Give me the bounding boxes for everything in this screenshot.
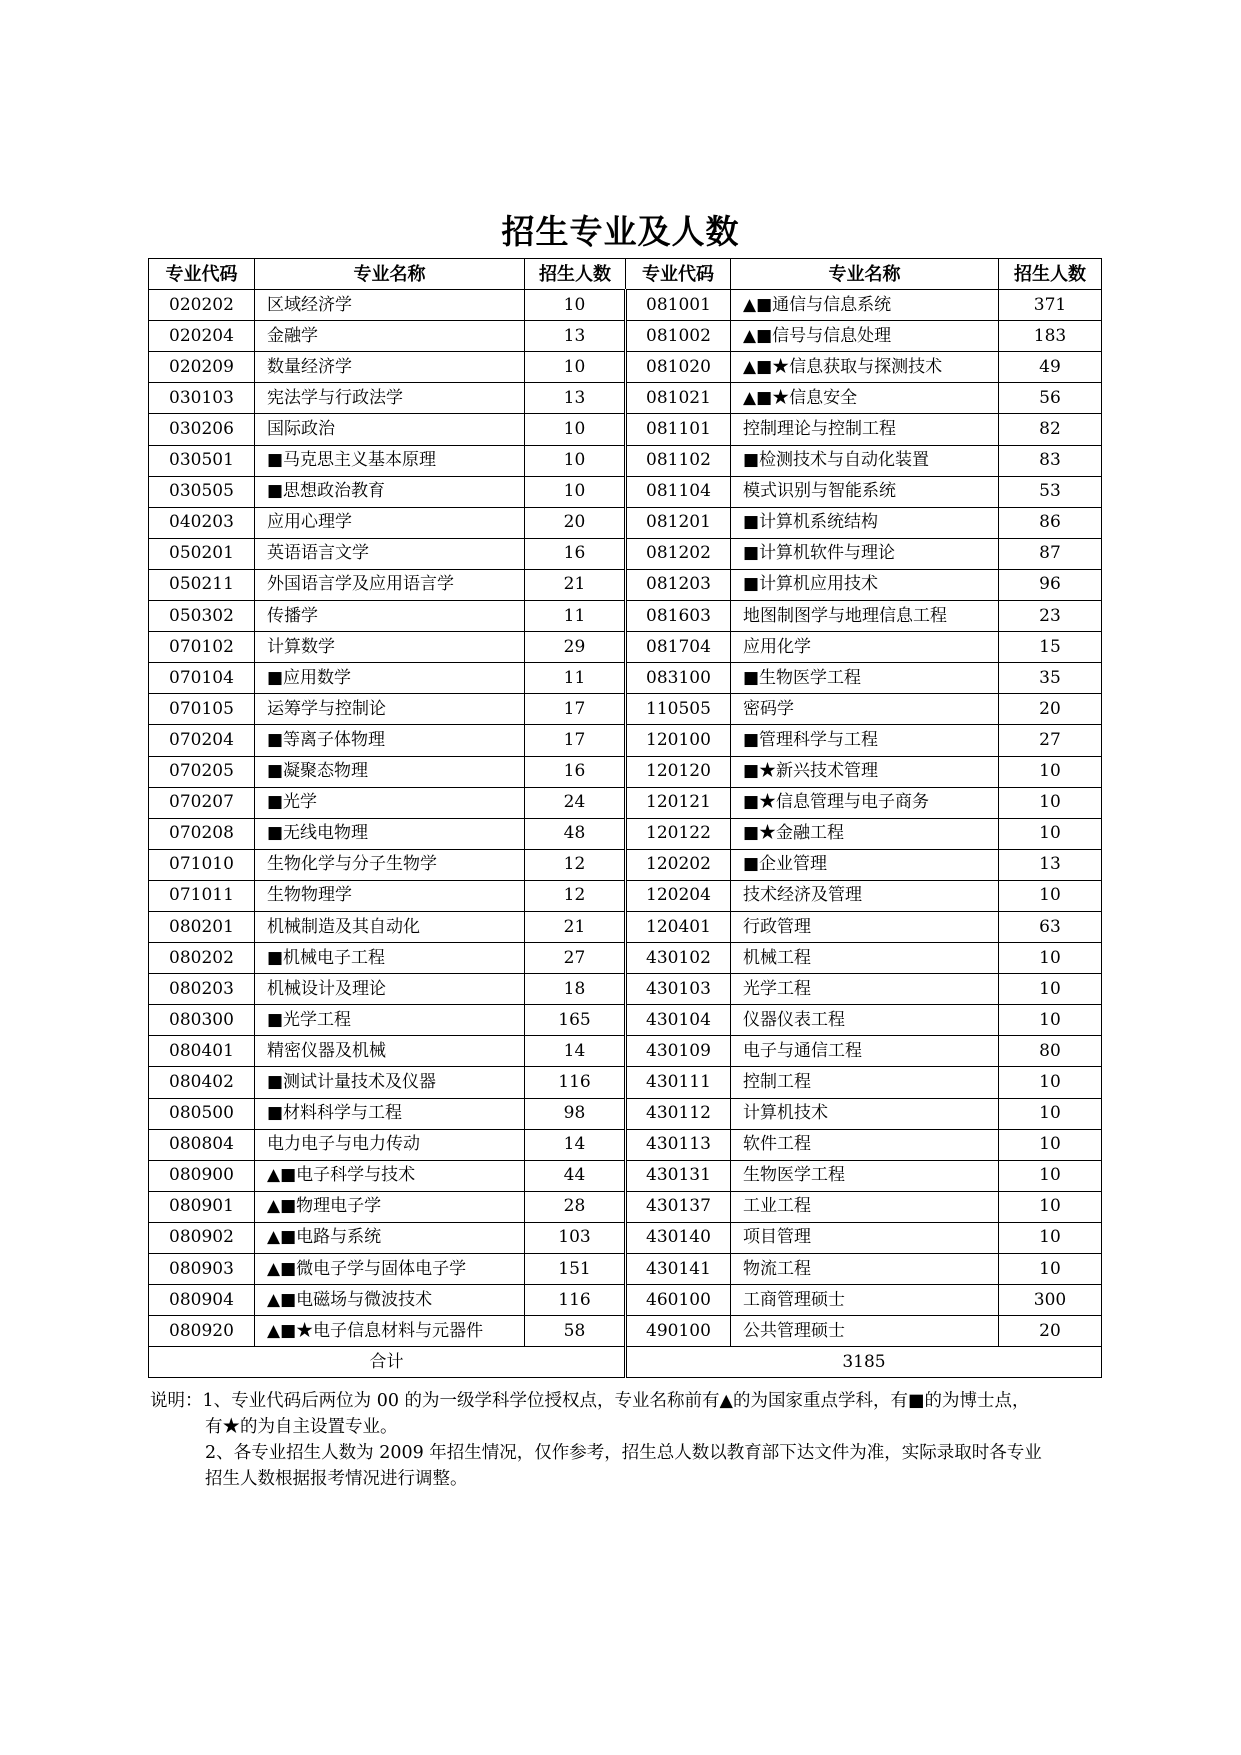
- count-right: 96: [999, 569, 1102, 600]
- count-left: 10: [525, 476, 626, 507]
- count-right: 10: [999, 1098, 1102, 1129]
- name-left: 运筹学与控制论: [255, 694, 525, 725]
- code-left: 080300: [149, 1005, 255, 1036]
- count-left: 11: [525, 663, 626, 694]
- table-row: [149, 943, 1102, 974]
- count-right: 10: [999, 1005, 1102, 1036]
- table-row: [149, 1254, 1102, 1285]
- code-right: 430111: [626, 1067, 731, 1098]
- header-count-right: 招生人数: [999, 259, 1102, 290]
- count-left: 165: [525, 1005, 626, 1036]
- code-right: 081020: [626, 352, 731, 383]
- count-left: 16: [525, 538, 626, 569]
- name-right: 机械工程: [731, 943, 999, 974]
- name-left: ■材料科学与工程: [255, 1098, 525, 1129]
- count-right: 53: [999, 476, 1102, 507]
- name-left: 生物化学与分子生物学: [255, 849, 525, 880]
- count-left: 12: [525, 849, 626, 880]
- count-right: 10: [999, 974, 1102, 1005]
- name-right: 生物医学工程: [731, 1160, 999, 1191]
- name-left: 机械制造及其自动化: [255, 911, 525, 942]
- table-row: [149, 632, 1102, 663]
- table-row: [149, 663, 1102, 694]
- code-left: 030501: [149, 445, 255, 476]
- count-right: 49: [999, 352, 1102, 383]
- table-row: [149, 1191, 1102, 1222]
- name-right: 软件工程: [731, 1129, 999, 1160]
- count-left: 10: [525, 445, 626, 476]
- name-left: 宪法学与行政法学: [255, 383, 525, 414]
- name-left: ▲■电路与系统: [255, 1222, 525, 1253]
- count-right: 10: [999, 1222, 1102, 1253]
- count-right: 63: [999, 911, 1102, 942]
- header-name-right: 专业名称: [731, 259, 999, 290]
- code-right: 081201: [626, 507, 731, 538]
- code-left: 050302: [149, 601, 255, 632]
- enrollment-table: [148, 258, 1102, 1378]
- count-left: 98: [525, 1098, 626, 1129]
- table-row: [149, 383, 1102, 414]
- code-right: 120122: [626, 818, 731, 849]
- count-right: 10: [999, 1254, 1102, 1285]
- code-right: 430102: [626, 943, 731, 974]
- code-left: 080902: [149, 1222, 255, 1253]
- header-count-left: 招生人数: [525, 259, 626, 290]
- code-right: 120202: [626, 849, 731, 880]
- code-left: 050211: [149, 569, 255, 600]
- code-right: 460100: [626, 1285, 731, 1316]
- name-left: ▲■微电子学与固体电子学: [255, 1254, 525, 1285]
- code-right: 430131: [626, 1160, 731, 1191]
- table-row: [149, 880, 1102, 911]
- code-left: 020204: [149, 321, 255, 352]
- name-right: 工业工程: [731, 1191, 999, 1222]
- table-row: [149, 352, 1102, 383]
- count-right: 10: [999, 1191, 1102, 1222]
- count-left: 20: [525, 507, 626, 538]
- count-left: 12: [525, 880, 626, 911]
- code-left: 070205: [149, 756, 255, 787]
- code-left: 080201: [149, 911, 255, 942]
- table-row: [149, 290, 1102, 321]
- count-left: 14: [525, 1129, 626, 1160]
- note-line-2: 有★的为自主设置专业。: [205, 1417, 398, 1437]
- table-row: [149, 1285, 1102, 1316]
- count-left: 18: [525, 974, 626, 1005]
- count-left: 17: [525, 725, 626, 756]
- code-right: 490100: [626, 1316, 731, 1347]
- code-left: 050201: [149, 538, 255, 569]
- name-left: 机械设计及理论: [255, 974, 525, 1005]
- name-left: 生物物理学: [255, 880, 525, 911]
- name-right: ▲■★信息安全: [731, 383, 999, 414]
- count-left: 29: [525, 632, 626, 663]
- code-right: 081603: [626, 601, 731, 632]
- count-right: 300: [999, 1285, 1102, 1316]
- total-label: 合计: [149, 1347, 626, 1378]
- count-right: 10: [999, 818, 1102, 849]
- count-right: 371: [999, 290, 1102, 321]
- table-row: [149, 1036, 1102, 1067]
- name-left: 精密仪器及机械: [255, 1036, 525, 1067]
- name-left: ■应用数学: [255, 663, 525, 694]
- table-row: [149, 1129, 1102, 1160]
- code-right: 430141: [626, 1254, 731, 1285]
- header-code-right: 专业代码: [626, 259, 731, 290]
- name-right: ▲■★信息获取与探测技术: [731, 352, 999, 383]
- count-right: 20: [999, 1316, 1102, 1347]
- code-right: 081101: [626, 414, 731, 445]
- code-left: 080901: [149, 1191, 255, 1222]
- code-left: 080904: [149, 1285, 255, 1316]
- name-left: ▲■电子科学与技术: [255, 1160, 525, 1191]
- name-right: 模式识别与智能系统: [731, 476, 999, 507]
- count-left: 103: [525, 1222, 626, 1253]
- count-left: 28: [525, 1191, 626, 1222]
- count-left: 116: [525, 1285, 626, 1316]
- table-row: [149, 787, 1102, 818]
- name-left: 传播学: [255, 601, 525, 632]
- name-left: ■光学工程: [255, 1005, 525, 1036]
- code-left: 080900: [149, 1160, 255, 1191]
- table-row: [149, 321, 1102, 352]
- note-line-4: 招生人数根据报考情况进行调整。: [205, 1469, 468, 1489]
- total-value: 3185: [626, 1347, 1102, 1378]
- name-left: 数量经济学: [255, 352, 525, 383]
- header-name-left: 专业名称: [255, 259, 525, 290]
- name-right: ■计算机软件与理论: [731, 538, 999, 569]
- code-left: 020202: [149, 290, 255, 321]
- count-right: 183: [999, 321, 1102, 352]
- count-left: 10: [525, 290, 626, 321]
- code-left: 070105: [149, 694, 255, 725]
- name-right: ■企业管理: [731, 849, 999, 880]
- name-right: 计算机技术: [731, 1098, 999, 1129]
- name-left: ▲■★电子信息材料与元器件: [255, 1316, 525, 1347]
- name-left: 英语语言文学: [255, 538, 525, 569]
- count-left: 58: [525, 1316, 626, 1347]
- name-right: ■★信息管理与电子商务: [731, 787, 999, 818]
- code-left: 030206: [149, 414, 255, 445]
- count-left: 48: [525, 818, 626, 849]
- name-right: 行政管理: [731, 911, 999, 942]
- code-right: 120121: [626, 787, 731, 818]
- table-row: [149, 601, 1102, 632]
- table-row: [149, 569, 1102, 600]
- table-row: [149, 1067, 1102, 1098]
- name-left: 国际政治: [255, 414, 525, 445]
- notes: [150, 1388, 1110, 1492]
- name-right: 电子与通信工程: [731, 1036, 999, 1067]
- name-right: 地图制图学与地理信息工程: [731, 601, 999, 632]
- code-left: 070207: [149, 787, 255, 818]
- code-left: 080920: [149, 1316, 255, 1347]
- table-row: [149, 1316, 1102, 1347]
- count-right: 87: [999, 538, 1102, 569]
- code-right: 081102: [626, 445, 731, 476]
- code-right: 120204: [626, 880, 731, 911]
- code-right: 081104: [626, 476, 731, 507]
- code-left: 080402: [149, 1067, 255, 1098]
- name-right: 仪器仪表工程: [731, 1005, 999, 1036]
- count-right: 82: [999, 414, 1102, 445]
- count-left: 27: [525, 943, 626, 974]
- count-right: 10: [999, 1129, 1102, 1160]
- count-right: 10: [999, 943, 1102, 974]
- code-left: 071011: [149, 880, 255, 911]
- count-right: 86: [999, 507, 1102, 538]
- code-left: 070208: [149, 818, 255, 849]
- count-right: 83: [999, 445, 1102, 476]
- code-left: 040203: [149, 507, 255, 538]
- table-row: [149, 538, 1102, 569]
- count-left: 10: [525, 352, 626, 383]
- name-left: 电力电子与电力传动: [255, 1129, 525, 1160]
- table-row: [149, 974, 1102, 1005]
- count-right: 10: [999, 880, 1102, 911]
- table-row: [149, 1098, 1102, 1129]
- name-right: ■计算机系统结构: [731, 507, 999, 538]
- table-row: [149, 445, 1102, 476]
- code-right: 110505: [626, 694, 731, 725]
- name-left: ■机械电子工程: [255, 943, 525, 974]
- code-right: 430112: [626, 1098, 731, 1129]
- count-right: 15: [999, 632, 1102, 663]
- count-left: 151: [525, 1254, 626, 1285]
- count-left: 17: [525, 694, 626, 725]
- name-right: ▲■信号与信息处理: [731, 321, 999, 352]
- count-left: 24: [525, 787, 626, 818]
- note-line-1: 说明：1、专业代码后两位为 00 的为一级学科学位授权点，专业名称前有▲的为国家重点学科，有■的为博士点，: [150, 1391, 1030, 1411]
- code-left: 070204: [149, 725, 255, 756]
- name-left: 外国语言学及应用语言学: [255, 569, 525, 600]
- table-row: [149, 818, 1102, 849]
- name-left: 金融学: [255, 321, 525, 352]
- count-right: 80: [999, 1036, 1102, 1067]
- name-right: ■★新兴技术管理: [731, 756, 999, 787]
- table-row: [149, 911, 1102, 942]
- name-left: 区域经济学: [255, 290, 525, 321]
- table-header-row: [149, 259, 1102, 290]
- code-right: 430104: [626, 1005, 731, 1036]
- code-left: 080500: [149, 1098, 255, 1129]
- code-left: 080203: [149, 974, 255, 1005]
- name-left: 计算数学: [255, 632, 525, 663]
- table-row: [149, 1222, 1102, 1253]
- code-right: 430137: [626, 1191, 731, 1222]
- count-right: 10: [999, 1160, 1102, 1191]
- code-right: 120401: [626, 911, 731, 942]
- page-title: 招生专业及人数: [501, 212, 740, 251]
- name-left: ■马克思主义基本原理: [255, 445, 525, 476]
- name-right: 物流工程: [731, 1254, 999, 1285]
- total-row: [149, 1347, 1102, 1378]
- table-row: [149, 476, 1102, 507]
- code-left: 080804: [149, 1129, 255, 1160]
- count-right: 35: [999, 663, 1102, 694]
- table-row: [149, 1005, 1102, 1036]
- name-right: 公共管理硕士: [731, 1316, 999, 1347]
- count-left: 13: [525, 383, 626, 414]
- name-right: ■管理科学与工程: [731, 725, 999, 756]
- count-right: 10: [999, 787, 1102, 818]
- code-right: 081001: [626, 290, 731, 321]
- table-row: [149, 507, 1102, 538]
- code-right: 083100: [626, 663, 731, 694]
- table-body: [149, 290, 1102, 1347]
- count-left: 44: [525, 1160, 626, 1191]
- code-left: 070102: [149, 632, 255, 663]
- table-row: [149, 414, 1102, 445]
- count-right: 20: [999, 694, 1102, 725]
- code-left: 070104: [149, 663, 255, 694]
- code-left: 080401: [149, 1036, 255, 1067]
- count-right: 10: [999, 1067, 1102, 1098]
- name-right: ■生物医学工程: [731, 663, 999, 694]
- count-left: 116: [525, 1067, 626, 1098]
- name-right: 控制理论与控制工程: [731, 414, 999, 445]
- name-right: 应用化学: [731, 632, 999, 663]
- count-left: 21: [525, 569, 626, 600]
- name-right: ■★金融工程: [731, 818, 999, 849]
- table-row: [149, 756, 1102, 787]
- name-right: 密码学: [731, 694, 999, 725]
- name-left: ■思想政治教育: [255, 476, 525, 507]
- name-right: 工商管理硕士: [731, 1285, 999, 1316]
- code-right: 081203: [626, 569, 731, 600]
- code-right: 430103: [626, 974, 731, 1005]
- code-right: 430140: [626, 1222, 731, 1253]
- note-line-3: 2、各专业招生人数为 2009 年招生情况，仅作参考，招生总人数以教育部下达文件为准，实际录取时各专业: [205, 1443, 1042, 1463]
- name-right: 项目管理: [731, 1222, 999, 1253]
- code-left: 020209: [149, 352, 255, 383]
- code-right: 120120: [626, 756, 731, 787]
- count-left: 13: [525, 321, 626, 352]
- code-right: 120100: [626, 725, 731, 756]
- count-right: 13: [999, 849, 1102, 880]
- code-left: 071010: [149, 849, 255, 880]
- name-right: 光学工程: [731, 974, 999, 1005]
- code-left: 030505: [149, 476, 255, 507]
- name-left: ■凝聚态物理: [255, 756, 525, 787]
- header-code-left: 专业代码: [149, 259, 255, 290]
- code-right: 081202: [626, 538, 731, 569]
- table-row: [149, 1160, 1102, 1191]
- table-row: [149, 725, 1102, 756]
- code-right: 081021: [626, 383, 731, 414]
- name-right: 控制工程: [731, 1067, 999, 1098]
- code-right: 081704: [626, 632, 731, 663]
- code-right: 430109: [626, 1036, 731, 1067]
- code-right: 081002: [626, 321, 731, 352]
- count-left: 14: [525, 1036, 626, 1067]
- count-right: 56: [999, 383, 1102, 414]
- name-right: ■计算机应用技术: [731, 569, 999, 600]
- name-right: ▲■通信与信息系统: [731, 290, 999, 321]
- name-left: ■测试计量技术及仪器: [255, 1067, 525, 1098]
- count-right: 23: [999, 601, 1102, 632]
- table-row: [149, 694, 1102, 725]
- name-left: ■无线电物理: [255, 818, 525, 849]
- name-left: ■光学: [255, 787, 525, 818]
- count-left: 16: [525, 756, 626, 787]
- code-left: 080202: [149, 943, 255, 974]
- count-right: 27: [999, 725, 1102, 756]
- code-left: 080903: [149, 1254, 255, 1285]
- count-left: 10: [525, 414, 626, 445]
- name-left: ■等离子体物理: [255, 725, 525, 756]
- name-left: 应用心理学: [255, 507, 525, 538]
- count-left: 21: [525, 911, 626, 942]
- name-right: ■检测技术与自动化装置: [731, 445, 999, 476]
- code-right: 430113: [626, 1129, 731, 1160]
- count-left: 11: [525, 601, 626, 632]
- name-right: 技术经济及管理: [731, 880, 999, 911]
- code-left: 030103: [149, 383, 255, 414]
- table-row: [149, 849, 1102, 880]
- name-left: ▲■电磁场与微波技术: [255, 1285, 525, 1316]
- name-left: ▲■物理电子学: [255, 1191, 525, 1222]
- count-right: 10: [999, 756, 1102, 787]
